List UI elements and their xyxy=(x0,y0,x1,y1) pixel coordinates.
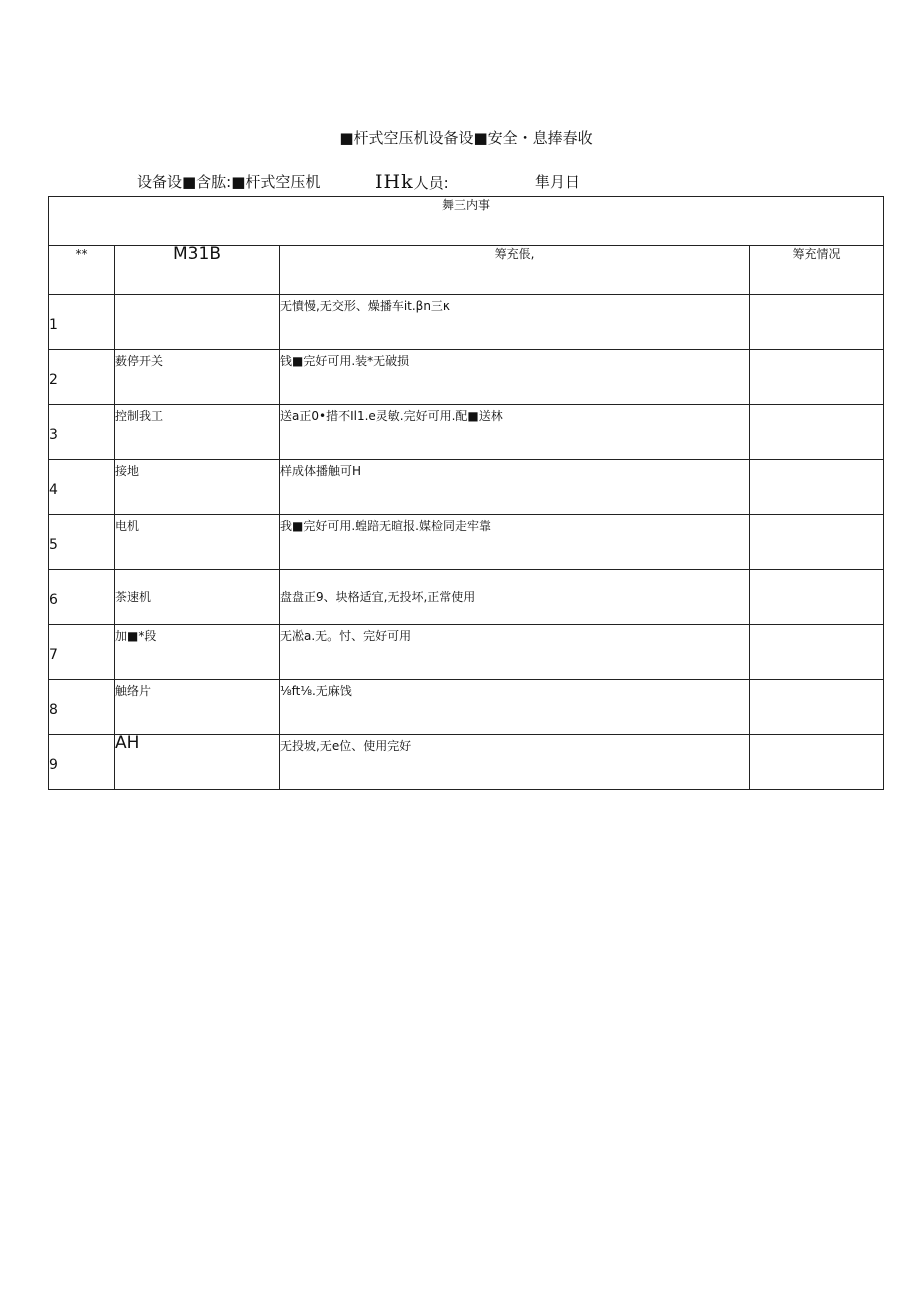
table-row xyxy=(49,460,884,515)
column-header-result: 筹充情况 xyxy=(750,246,884,295)
row-number: 1 xyxy=(49,295,115,350)
row-result[interactable] xyxy=(750,570,884,625)
row-number: 6 xyxy=(49,570,115,625)
row-item: 接地 xyxy=(115,460,280,515)
column-header-standard: 筹充倀, xyxy=(280,246,750,295)
row-item: 加■*段 xyxy=(115,625,280,680)
row-number: 4 xyxy=(49,460,115,515)
row-result[interactable] xyxy=(750,405,884,460)
row-number: 7 xyxy=(49,625,115,680)
inspector-label: 人员: xyxy=(413,174,449,192)
row-standard: 无憤慢,无交形、燥播车it.βn三κ xyxy=(280,295,750,350)
inspection-table xyxy=(48,196,884,790)
row-item: 电机 xyxy=(115,515,280,570)
row-result[interactable] xyxy=(750,625,884,680)
table-row xyxy=(49,570,884,625)
table-row xyxy=(49,350,884,405)
row-result[interactable] xyxy=(750,350,884,405)
table-row xyxy=(49,735,884,790)
row-standard: 样成体播触可H xyxy=(280,460,750,515)
table-row xyxy=(49,295,884,350)
section-header-row xyxy=(49,197,884,246)
row-item xyxy=(115,295,280,350)
row-item: AH xyxy=(115,735,280,790)
section-title: 舞三内事 xyxy=(49,197,884,246)
row-number: 9 xyxy=(49,735,115,790)
row-standard: 钱■完好可用.装*无破损 xyxy=(280,350,750,405)
date-label: 隼月日 xyxy=(535,173,581,191)
column-header-row xyxy=(49,246,884,295)
row-item: 控制我工 xyxy=(115,405,280,460)
table-row xyxy=(49,625,884,680)
row-number: 5 xyxy=(49,515,115,570)
table-row xyxy=(49,405,884,460)
row-result[interactable] xyxy=(750,735,884,790)
column-header-item: M31B xyxy=(115,246,280,295)
row-number: 8 xyxy=(49,680,115,735)
row-result[interactable] xyxy=(750,680,884,735)
table-row xyxy=(49,680,884,735)
inspector-code: IHk xyxy=(375,171,414,193)
row-result[interactable] xyxy=(750,295,884,350)
row-standard: 无投坡,无e位、使用完好 xyxy=(280,735,750,790)
device-name-label: 设备设■含肱:■杆式空压机 xyxy=(137,173,321,191)
inspector-field xyxy=(375,172,449,193)
row-standard: 送a正0•措不Il1.e灵敏.完好可用.配■送林 xyxy=(280,405,750,460)
row-item: 薮停开关 xyxy=(115,350,280,405)
row-number: 2 xyxy=(49,350,115,405)
row-standard: ⅛ft⅛.无麻饯 xyxy=(280,680,750,735)
row-result[interactable] xyxy=(750,515,884,570)
row-standard: 我■完好可用.蝗踣无暄报.媒检同走牢靠 xyxy=(280,515,750,570)
row-item: 茶速机 xyxy=(115,570,280,625)
document-title: ■杆式空压机设备设■安全・息捧春收 xyxy=(339,129,593,147)
column-header-no: ** xyxy=(49,246,115,295)
row-standard: 无凇a.无。忖、完好可用 xyxy=(280,625,750,680)
row-result[interactable] xyxy=(750,460,884,515)
row-number: 3 xyxy=(49,405,115,460)
row-standard: 盘盘正9、块格适宜,无投坏,正常使用 xyxy=(280,570,750,625)
table-row xyxy=(49,515,884,570)
row-item: 触络片 xyxy=(115,680,280,735)
